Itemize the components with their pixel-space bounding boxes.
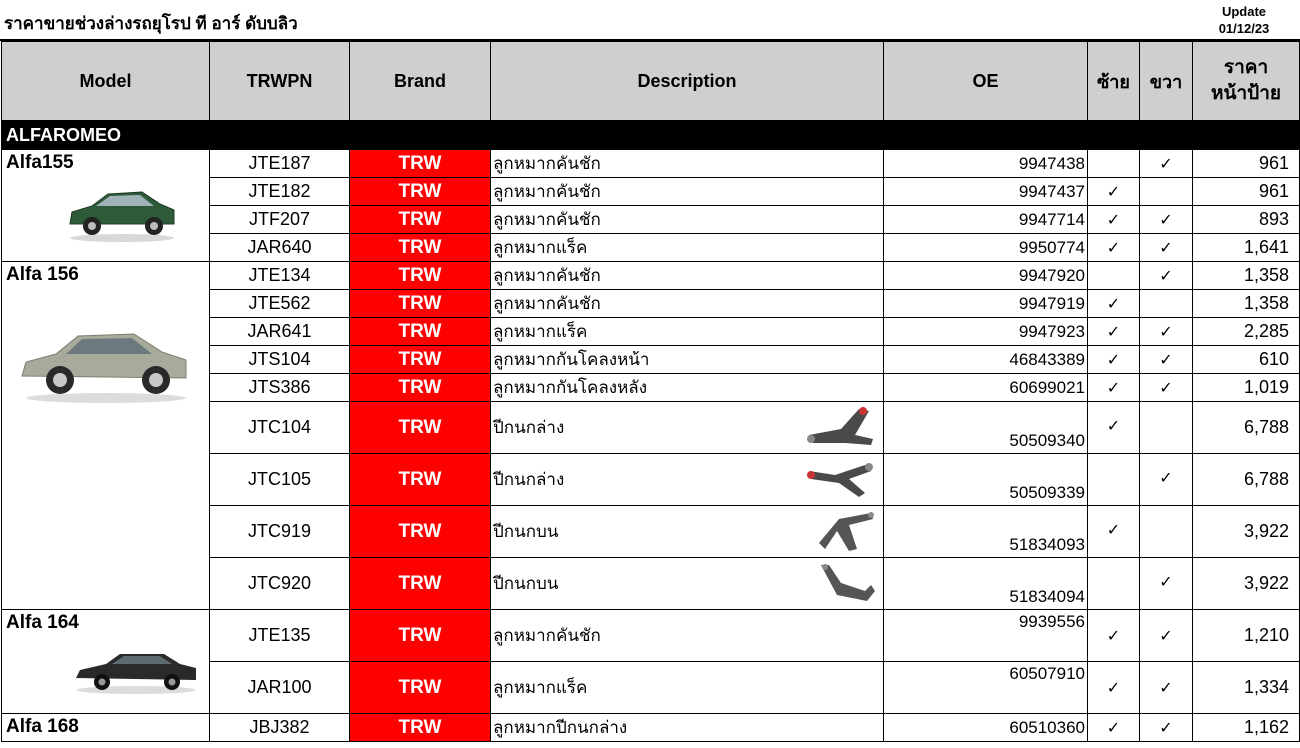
column-header-model[interactable]: Model [2,42,210,121]
column-header-description[interactable]: Description [491,42,884,121]
left-check: ✓ [1088,506,1140,558]
model-name: Alfa155 [6,152,74,173]
left-check: ✓ [1088,206,1140,234]
oe-cell: 46843389 [884,346,1088,374]
description-cell: ลูกหมากคันชัก [491,150,884,178]
lower-control-arm-icon [805,405,877,449]
left-check [1088,150,1140,178]
right-check: ✓ [1140,558,1193,610]
trwpn-cell: JTE135 [210,610,350,662]
upper-control-arm-icon [815,509,877,553]
trwpn-cell: JTS104 [210,346,350,374]
oe-cell: 9947714 [884,206,1088,234]
brand-cell: TRW [350,206,491,234]
brand-cell: TRW [350,318,491,346]
brand-cell: TRW [350,454,491,506]
price-cell: 961 [1193,178,1300,206]
description-text: ปีกนกบน [493,522,559,541]
right-check: ✓ [1140,714,1193,742]
description-cell [491,558,884,610]
price-cell: 6,788 [1193,402,1300,454]
table-row[interactable] [2,150,1300,178]
model-name: Alfa 168 [6,716,79,737]
oe-cell: 9947923 [884,318,1088,346]
right-check: ✓ [1140,262,1193,290]
price-cell: 1,019 [1193,374,1300,402]
brand-cell: TRW [350,662,491,714]
update-label: Update [1221,4,1267,19]
price-cell: 6,788 [1193,454,1300,506]
oe-cell: 60507910 [884,662,1088,714]
oe-cell: 9950774 [884,234,1088,262]
column-header-price[interactable] [1193,42,1300,121]
right-check: ✓ [1140,206,1193,234]
column-header-row [2,42,1300,121]
column-header-left[interactable]: ซ้าย [1088,42,1140,121]
right-check: ✓ [1140,662,1193,714]
price-cell: 1,334 [1193,662,1300,714]
oe-cell: 60510360 [884,714,1088,742]
trwpn-cell: JTE182 [210,178,350,206]
trwpn-cell: JBJ382 [210,714,350,742]
description-cell [491,506,884,558]
right-check [1140,178,1193,206]
brand-cell: TRW [350,558,491,610]
price-cell: 1,162 [1193,714,1300,742]
brand-cell: TRW [350,714,491,742]
left-check [1088,262,1140,290]
price-cell: 1,358 [1193,290,1300,318]
brand-cell: TRW [350,262,491,290]
column-header-trwpn[interactable]: TRWPN [210,42,350,121]
brand-cell: TRW [350,374,491,402]
left-check: ✓ [1088,290,1140,318]
trwpn-cell: JTE187 [210,150,350,178]
left-check: ✓ [1088,610,1140,662]
right-check [1140,506,1193,558]
description-cell: ลูกหมากคันชัก [491,610,884,662]
left-check: ✓ [1088,178,1140,206]
right-check: ✓ [1140,454,1193,506]
left-check: ✓ [1088,346,1140,374]
update-date: 01/12/23 [1218,21,1270,36]
trwpn-cell: JAR100 [210,662,350,714]
category-row [2,121,1300,150]
right-check: ✓ [1140,318,1193,346]
oe-cell: 9939556 [884,610,1088,662]
description-cell: ลูกหมากคันชัก [491,262,884,290]
oe-cell: 9947919 [884,290,1088,318]
price-cell: 3,922 [1193,558,1300,610]
oe-cell: 9947437 [884,178,1088,206]
description-cell [491,402,884,454]
column-header-oe[interactable]: OE [884,42,1088,121]
price-header-line2: หน้าป้าย [1210,83,1282,104]
model-cell [2,150,210,262]
description-cell [491,454,884,506]
brand-cell: TRW [350,610,491,662]
right-check [1140,402,1193,454]
lower-control-arm-icon [805,457,877,501]
table-row[interactable] [2,610,1300,662]
table-row[interactable] [2,262,1300,290]
price-cell: 893 [1193,206,1300,234]
model-cell [2,714,210,742]
model-name: Alfa 156 [6,264,79,285]
left-check: ✓ [1088,374,1140,402]
category-label: ALFAROMEO [2,121,1300,150]
brand-cell: TRW [350,178,491,206]
trwpn-cell: JTC105 [210,454,350,506]
model-cell [2,610,210,714]
left-check: ✓ [1088,402,1140,454]
price-cell: 2,285 [1193,318,1300,346]
price-cell: 610 [1193,346,1300,374]
right-check: ✓ [1140,150,1193,178]
price-table [1,41,1300,742]
upper-control-arm-icon [815,561,877,605]
car-photo-icon [62,180,180,244]
right-check: ✓ [1140,346,1193,374]
trwpn-cell: JTC104 [210,402,350,454]
description-text: ปีกนกล่าง [493,418,565,437]
oe-cell: 9947920 [884,262,1088,290]
price-cell: 961 [1193,150,1300,178]
description-cell: ลูกหมากคันชัก [491,178,884,206]
trwpn-cell: JTC919 [210,506,350,558]
description-cell: ลูกหมากคันชัก [491,206,884,234]
trwpn-cell: JTE134 [210,262,350,290]
left-check: ✓ [1088,714,1140,742]
description-cell: ลูกหมากแร็ค [491,662,884,714]
trwpn-cell: JTC920 [210,558,350,610]
description-text: ปีกนกบน [493,574,559,593]
table-row[interactable] [2,714,1300,742]
update-stamp [1196,3,1292,37]
brand-cell: TRW [350,506,491,558]
price-cell: 1,358 [1193,262,1300,290]
model-name: Alfa 164 [6,612,79,633]
brand-cell: TRW [350,150,491,178]
column-header-brand[interactable]: Brand [350,42,491,121]
trwpn-cell: JAR640 [210,234,350,262]
oe-cell: 50509339 [884,454,1088,506]
trwpn-cell: JTS386 [210,374,350,402]
left-check [1088,558,1140,610]
car-photo-icon [72,646,200,696]
description-text: ปีกนกล่าง [493,470,565,489]
column-header-right[interactable]: ขวา [1140,42,1193,121]
left-check: ✓ [1088,662,1140,714]
oe-cell: 51834093 [884,506,1088,558]
car-photo-icon [16,316,192,406]
oe-cell: 51834094 [884,558,1088,610]
oe-cell: 60699021 [884,374,1088,402]
right-check: ✓ [1140,374,1193,402]
right-check: ✓ [1140,234,1193,262]
price-cell: 1,210 [1193,610,1300,662]
left-check: ✓ [1088,234,1140,262]
description-cell: ลูกหมากคันชัก [491,290,884,318]
brand-cell: TRW [350,234,491,262]
right-check: ✓ [1140,610,1193,662]
brand-cell: TRW [350,346,491,374]
brand-cell: TRW [350,290,491,318]
trwpn-cell: JTF207 [210,206,350,234]
description-cell: ลูกหมากแร็ค [491,234,884,262]
left-check [1088,454,1140,506]
trwpn-cell: JTE562 [210,290,350,318]
oe-cell: 9947438 [884,150,1088,178]
left-check: ✓ [1088,318,1140,346]
price-cell: 3,922 [1193,506,1300,558]
description-cell: ลูกหมากกันโคลงหน้า [491,346,884,374]
trwpn-cell: JAR641 [210,318,350,346]
description-cell: ลูกหมากกันโคลงหลัง [491,374,884,402]
oe-cell: 50509340 [884,402,1088,454]
right-check [1140,290,1193,318]
price-header-line1: ราคา [1223,57,1269,78]
brand-cell: TRW [350,402,491,454]
model-cell [2,262,210,610]
description-cell: ลูกหมากปีกนกล่าง [491,714,884,742]
description-cell: ลูกหมากแร็ค [491,318,884,346]
sheet-title: ราคาขายช่วงล่างรถยุโรป ที อาร์ ดับบลิว [4,14,298,33]
price-cell: 1,641 [1193,234,1300,262]
